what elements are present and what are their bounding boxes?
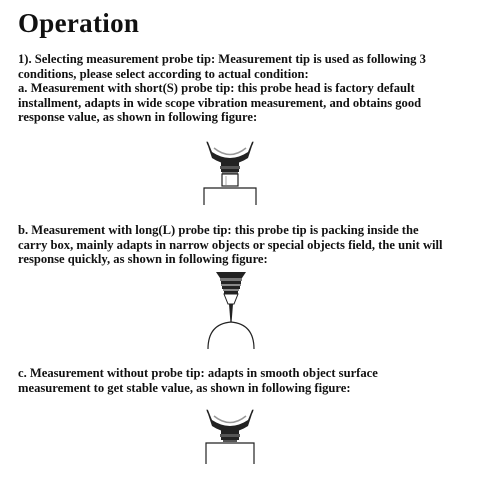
text-line: b. Measurement with long(L) probe tip: this probe tip is packing inside the — [18, 223, 419, 237]
text-line: c. Measurement without probe tip: adapts in smooth object surface — [18, 366, 378, 380]
text-line: installment, adapts in wide scope vibration measurement, and obtains good — [18, 95, 422, 110]
text-line: measurement to get stable value, as shown in following figure: — [18, 380, 351, 395]
text-line: response value, as shown in following figure: — [18, 110, 258, 125]
text-line: 1). Selecting measurement probe tip: Measurement tip is used as following 3 — [18, 52, 426, 66]
text-line: response quickly, as shown in following figure: — [18, 252, 268, 267]
long-probe-tip-figure — [206, 270, 256, 350]
section-long-tip-text — [18, 223, 473, 267]
text-line: conditions, please select according to actual condition: — [18, 66, 309, 81]
section-no-tip-text — [18, 366, 473, 395]
text-line: carry box, mainly adapts in narrow objects or special objects field, the unit will — [18, 237, 443, 252]
no-probe-tip-figure — [200, 406, 260, 466]
section-short-tip-text — [18, 52, 473, 125]
page-heading: Operation — [18, 8, 140, 38]
short-probe-tip-figure — [200, 136, 260, 206]
text-line: a. Measurement with short(S) probe tip: this probe head is factory default — [18, 81, 415, 96]
